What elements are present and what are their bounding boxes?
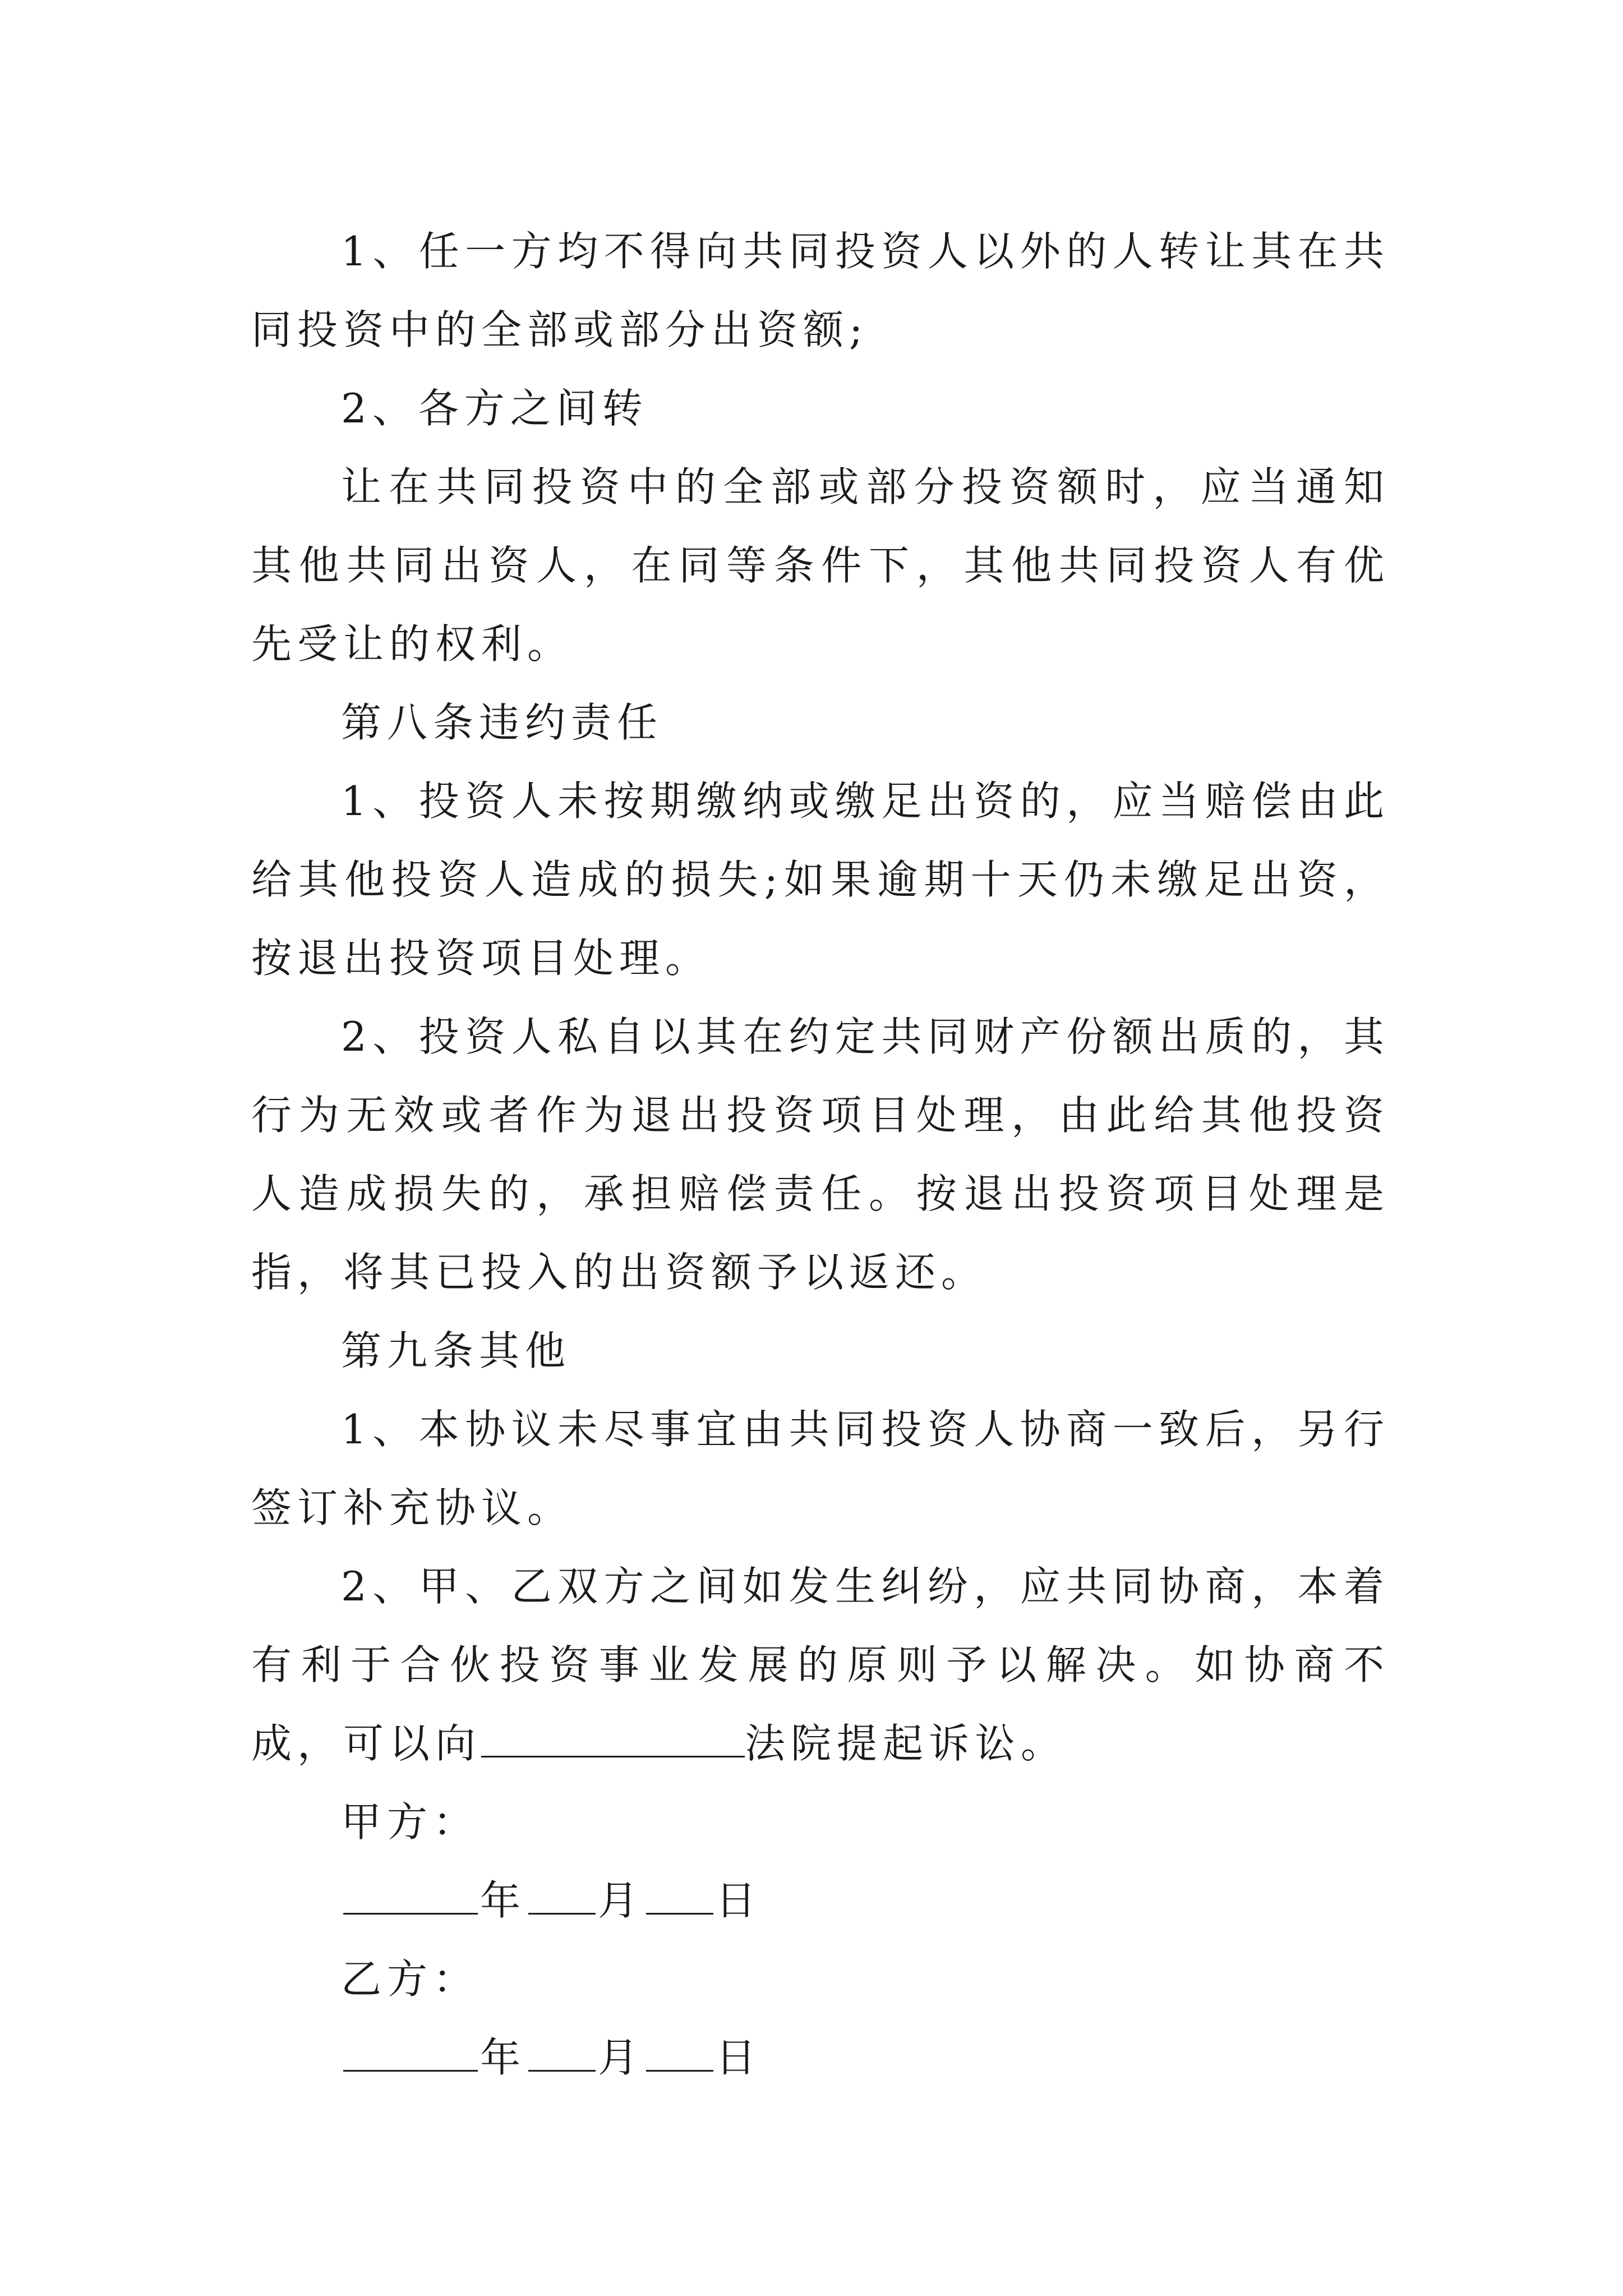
party-b-month-blank	[528, 2036, 596, 2072]
paragraph-pledge-liability: 2、投资人私自以其在约定共同财产份额出质的，其行为无效或者作为退出投资项目处理，由此给其他投资人造成损失的，承担赔偿责任。按退出投资项目处理是指，将其已投入的出资额予以返还。	[251, 1013, 1390, 1296]
party-a-label: 甲方：	[341, 1798, 479, 1846]
year-char: 年	[480, 2034, 527, 2081]
party-b-day-blank	[646, 2036, 713, 2072]
day-char: 日	[716, 2034, 762, 2081]
article-8-heading: 第八条违约责任	[341, 699, 663, 746]
year-char: 年	[480, 1877, 527, 1924]
party-a-day-blank	[646, 1879, 713, 1915]
article-9-heading: 第九条其他	[341, 1327, 571, 1374]
party-b-label: 乙方：	[341, 1955, 479, 2003]
party-a-year-blank	[343, 1879, 478, 1915]
party-a-month-blank	[528, 1879, 596, 1915]
day-char: 日	[716, 1877, 762, 1924]
month-char: 月	[598, 1877, 644, 1924]
paragraph-preemptive-right: 让在共同投资中的全部或部分投资额时，应当通知其他共同出资人，在同等条件下，其他共同投资人有优先受让的权利。	[251, 463, 1390, 668]
party-b-date-line	[251, 2018, 1390, 2097]
document-body	[251, 212, 1390, 2097]
paragraph-supplementary-agreement: 1、本协议未尽事宜由共同投资人协商一致后，另行签订补充协议。	[251, 1406, 1390, 1531]
paragraph-transfer-restriction: 1、任一方均不得向共同投资人以外的人转让其在共同投资中的全部或部分出资额;	[251, 228, 1390, 353]
paragraph-transfer-between-parties: 2、各方之间转	[341, 385, 648, 432]
party-b-year-blank	[343, 2036, 478, 2072]
court-name-blank	[481, 1722, 745, 1757]
paragraph-dispute-resolution	[251, 1547, 1390, 1783]
dispute-text: 2、甲、乙双方之间如发生纠纷，应共同协商，本着有利于合伙投资事业发展的原则予以解决。如协商不成，可以向	[251, 1563, 1390, 1767]
party-a-date-line	[251, 1861, 1390, 1940]
dispute-text-end: 法院提起诉讼。	[745, 1720, 1067, 1767]
paragraph-late-payment: 1、投资人未按期缴纳或缴足出资的，应当赔偿由此给其他投资人造成的损失;如果逾期十天仍未缴足出资，按退出投资项目处理。	[251, 777, 1390, 982]
month-char: 月	[598, 2034, 644, 2081]
